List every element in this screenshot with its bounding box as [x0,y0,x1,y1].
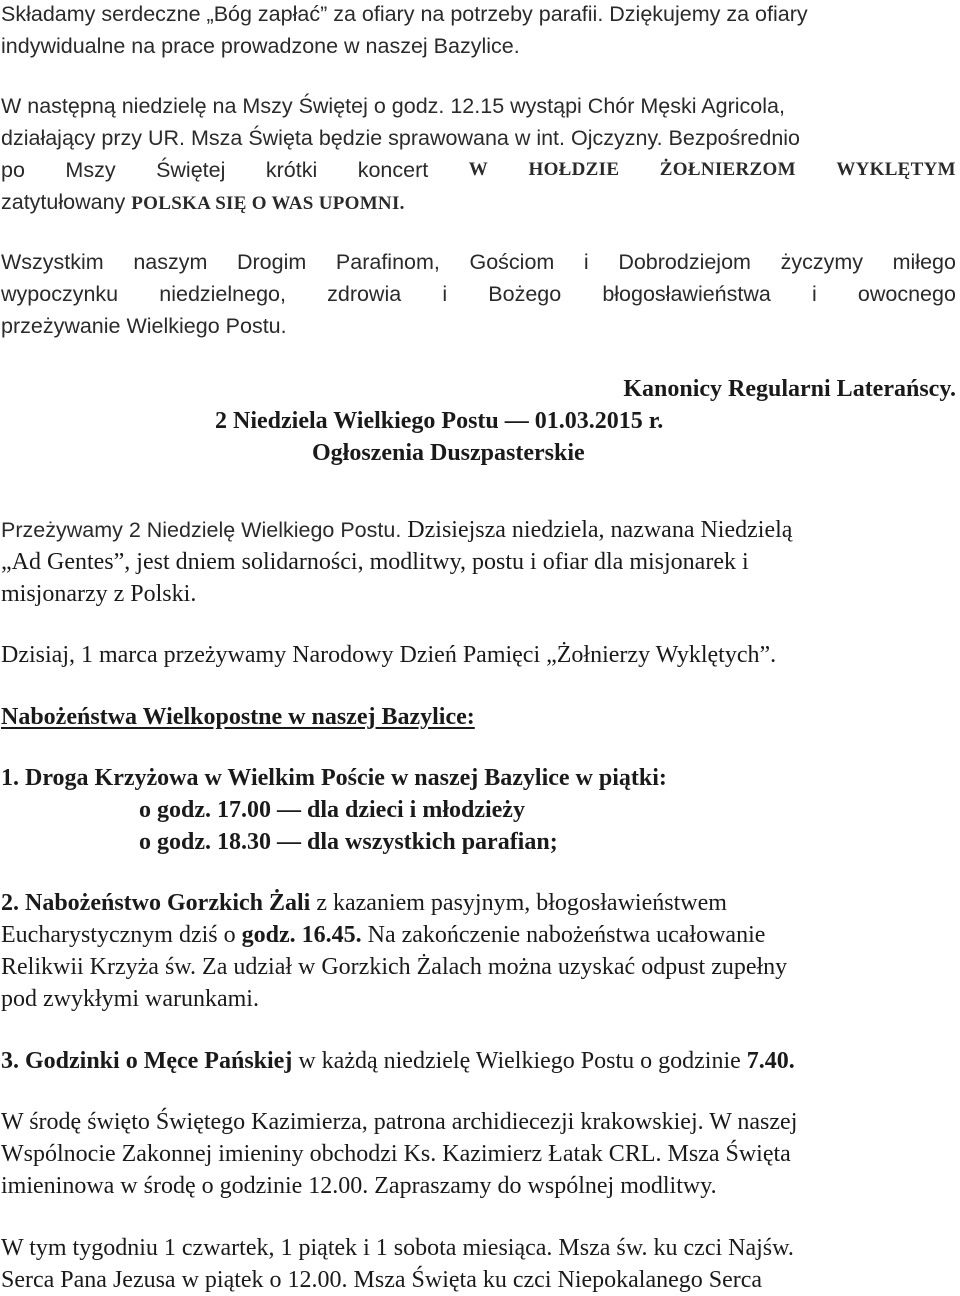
concert-title-word: W [468,159,489,180]
paragraph-kazimierz-line-1: W środę święto Świętego Kazimierza, patrona archidiecezji krakowskiej. W naszej [1,1109,798,1135]
word: po [1,158,25,182]
paragraph-sunday-line-2: „Ad Gentes”, jest dniem solidarności, modlitwy, postu i ofiar dla misjonarek i [1,549,749,575]
text: Przeżywamy 2 Niedzielę Wielkiego Postu. [1,518,402,542]
text: Dzisiejsza niedziela, nazwana Niedzielą [401,517,793,543]
page-title: Ogłoszenia Duszpasterskie [312,440,585,466]
paragraph-first-friday-line-2: Serca Pana Jezusa w piątek o 12.00. Msza Święta ku czci Niepokalanego Serca [1,1267,763,1293]
word: życzymy [780,250,863,274]
word: błogosławieństwa [602,282,771,306]
word: wypoczynku [1,282,119,306]
item-1-time-2: o godz. 18.30 — dla wszystkich parafian; [139,829,558,855]
item-2-title: 2. Nabożeństwo Gorzkich Żali [1,890,311,916]
word: koncert [357,158,429,182]
item-1-time-1: o godz. 17.00 — dla dzieci i młodzieży [139,797,525,823]
item-3-time: 7.40. [746,1048,795,1074]
paragraph-kazimierz-line-3: imieninowa w środę o godzinie 12.00. Zapraszamy do wspólnej modlitwy. [1,1173,717,1199]
text: z kazaniem pasyjnym, błogosławieństwem [310,890,727,916]
paragraph-wishes-line-3: przeżywanie Wielkiego Postu. [1,314,287,338]
word: naszym [133,250,208,274]
item-2-line-1 [1,891,727,915]
paragraph-first-friday-line-1: W tym tygodniu 1 czwartek, 1 piątek i 1 sobota miesiąca. Msza św. ku czci Najśw. [1,1235,794,1261]
word: i [583,250,589,274]
word: Mszy [65,158,116,182]
paragraph-wishes-line-1 [1,252,956,274]
signature: Kanonicy Regularni Laterańscy. [623,376,956,402]
item-2-time: godz. 16.45. [241,922,362,948]
word: i [811,282,817,306]
word: Drogim [237,250,307,274]
item-3-title: 3. Godzinki o Męce Pańskiej [1,1048,293,1074]
word: Świętej [156,158,226,182]
word: miłego [892,250,956,274]
word: niedzielnego, [159,282,286,306]
paragraph-sunday-line-3: misjonarzy z Polski. [1,581,197,607]
paragraph-memorial-day: Dzisiaj, 1 marca przeżywamy Narodowy Dzień Pamięci „Żołnierzy Wyklętych”. [1,642,777,668]
item-2-line-2 [1,923,765,947]
word: i [442,282,448,306]
paragraph-thanks-line-2: indywidualne na prace prowadzone w naszej Bazylice. [1,34,520,58]
paragraph-choir-line-1: W następną niedzielę na Mszy Świętej o godz. 12.15 wystąpi Chór Męski Agricola, [1,94,785,118]
text: zatytułowany [1,190,132,214]
item-2-line-4: pod zwykłymi warunkami. [1,986,259,1012]
paragraph-sunday-line-1 [1,518,792,542]
concert-title-word: ŻOŁNIERZOM [659,159,796,180]
paragraph-choir-line-3 [1,160,956,182]
item-2-line-3: Relikwii Krzyża św. Za udział w Gorzkich Żalach można uzyskać odpust zupełny [1,954,788,980]
word: Dobrodziejom [618,250,751,274]
section-heading: Nabożeństwa Wielkopostne w naszej Bazylice: [1,704,475,730]
word: zdrowia [327,282,402,306]
word: Wszystkim [1,250,104,274]
word: Gościom [469,250,555,274]
word: krótki [265,158,318,182]
item-1-title: 1. Droga Krzyżowa w Wielkim Poście w naszej Bazylice w piątki: [1,765,667,791]
paragraph-thanks-line-1: Składamy serdeczne „Bóg zapłać” za ofiary na potrzeby parafii. Dziękujemy za ofiary [1,2,808,26]
word: Parafinom, [335,250,440,274]
concert-title-word: HOŁDZIE [528,159,620,180]
concert-name: POLSKA SIĘ O WAS UPOMNI. [131,193,405,214]
concert-title-word: WYKLĘTYM [836,159,956,180]
text: Na zakończenie nabożeństwa ucałowanie [361,922,766,948]
paragraph-choir-line-4 [1,192,405,214]
text: Eucharystycznym dziś o [1,922,242,948]
date-line: 2 Niedziela Wielkiego Postu — 01.03.2015 r. [215,408,664,434]
word: owocnego [857,282,956,306]
word: Bożego [488,282,562,306]
text: w każdą niedzielę Wielkiego Postu o godzinie [292,1048,747,1074]
paragraph-kazimierz-line-2: Wspólnocie Zakonnej imieniny obchodzi Ks. Kazimierz Łatak CRL. Msza Święta [1,1141,791,1167]
paragraph-wishes-line-2 [1,284,956,306]
paragraph-choir-line-2: działający przy UR. Msza Święta będzie sprawowana w int. Ojczyzny. Bezpośrednio [1,126,801,150]
item-3-line [1,1049,795,1073]
